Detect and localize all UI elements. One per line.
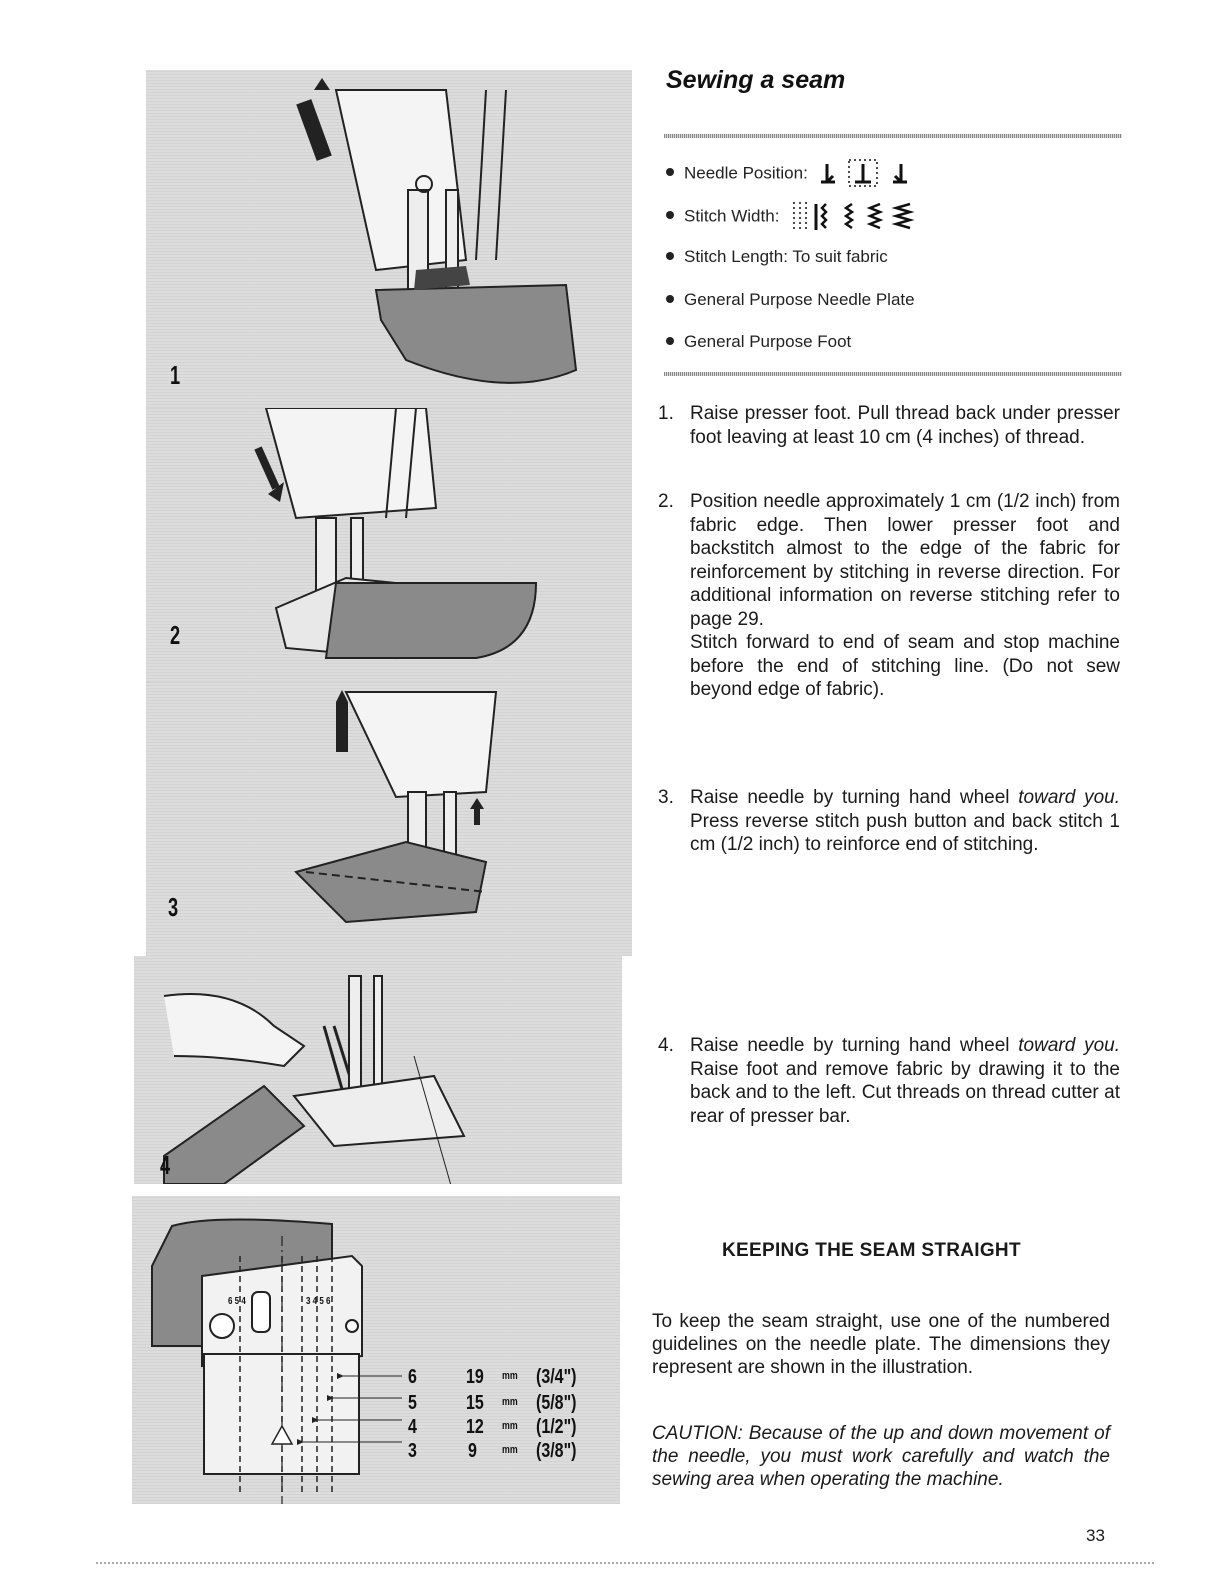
illustration-panel-1 [146, 70, 632, 408]
guideline-inch: (5/8") [536, 1392, 577, 1414]
guideline-line: 3 [408, 1440, 417, 1462]
step-3 [658, 786, 1120, 857]
remove-fabric-illustration [134, 956, 622, 1184]
figure-number-4: 4 [160, 1150, 171, 1180]
backstitch-illustration [146, 408, 632, 682]
bullet-icon [666, 252, 674, 260]
bullet-icon [666, 295, 674, 303]
step-1 [658, 402, 1120, 449]
step-text-part: Raise needle by turning hand wheel [690, 787, 1019, 808]
presser-foot-raise-illustration [146, 70, 632, 408]
guideline-mm: 9 [468, 1440, 477, 1462]
step-text [690, 786, 1120, 857]
guideline-mm: 19 [466, 1366, 484, 1388]
guideline-unit: mm [502, 1396, 518, 1408]
setting-foot [666, 332, 851, 352]
guideline-inch: (3/8") [536, 1440, 577, 1462]
guideline-unit: mm [502, 1370, 518, 1382]
step-number: 3. [658, 787, 674, 808]
step-text-emphasis: toward you. [1018, 787, 1120, 808]
step-text: Position needle approximately 1 cm (1/2 inch) from fabric edge. Then lower presser foot and backstitch almost to the edge of the fabric for reinforcement by stitching in reverse direction. For additional information on reverse stitching refer to page 29. [690, 491, 1120, 630]
reverse-stitch-illustration [146, 682, 632, 956]
page-title: Sewing a seam [666, 66, 846, 94]
illustration-panel-4 [134, 956, 622, 1184]
step-number: 1. [658, 403, 674, 424]
step-text-part: Raise foot and remove fabric by drawing it to the back and to the left. Cut threads on thread cutter at rear of presser bar. [690, 1058, 1120, 1127]
bullet-icon [666, 168, 674, 176]
stitch-width-icon [790, 200, 940, 234]
page-number: 33 [1086, 1526, 1105, 1545]
guideline-unit: mm [502, 1420, 518, 1432]
bullet-icon [666, 211, 674, 219]
step-number: 4. [658, 1035, 674, 1056]
guideline-inch: (1/2") [536, 1416, 577, 1438]
bullet-icon [666, 337, 674, 345]
setting-label: General Purpose Foot [684, 332, 852, 351]
guideline-paragraph: To keep the seam straight, use one of the numbered guidelines on the needle plate. The dimensions they represent are shown in the illustration. [652, 1311, 1110, 1378]
step-4 [658, 1034, 1120, 1128]
illustration-panel-2 [146, 408, 632, 682]
footer-rule [96, 1562, 1156, 1564]
step-text [690, 1034, 1120, 1128]
step-text-part: Raise needle by turning hand wheel [690, 1035, 1019, 1056]
guideline-line: 4 [408, 1416, 417, 1438]
step-text-continued: Stitch forward to end of seam and stop machine before the end of stitching line. (Do not sew beyond edge of fabric). [690, 632, 1120, 700]
step-text-emphasis: toward you. [1018, 1035, 1120, 1056]
section-heading: KEEPING THE SEAM STRAIGHT [722, 1240, 1021, 1261]
figure-number-1: 1 [170, 360, 181, 390]
plate-mark-right: 3 4 5 6 [306, 1296, 331, 1307]
divider-top [664, 134, 1122, 138]
setting-label: General Purpose Needle Plate [684, 290, 915, 309]
needle-position-icon [819, 158, 915, 190]
figure-number-2: 2 [170, 620, 181, 650]
setting-stitch-length [666, 247, 888, 267]
illustration-panel-3 [146, 682, 632, 956]
step-text-part: Press reverse stitch push button and back stitch 1 cm (1/2 inch) to reinforce end of stitching. [690, 810, 1120, 855]
setting-label: Stitch Length: To suit fabric [684, 247, 888, 266]
guideline-line: 5 [408, 1392, 417, 1414]
setting-label: Stitch Width: [684, 206, 780, 226]
figure-number-3: 3 [168, 892, 179, 922]
setting-needle-position [666, 158, 915, 190]
step-number: 2. [658, 491, 674, 512]
step-2 [658, 490, 1120, 702]
plate-mark-left: 6 5 4 [228, 1296, 246, 1307]
setting-label: Needle Position: [684, 163, 808, 183]
setting-needle-plate [666, 290, 915, 310]
setting-stitch-width [666, 200, 940, 234]
guideline-line: 6 [408, 1366, 417, 1388]
guideline-mm: 12 [466, 1416, 484, 1438]
guideline-mm: 15 [466, 1392, 484, 1414]
step-text: Raise presser foot. Pull thread back under presser foot leaving at least 10 cm (4 inches) of thread. [690, 403, 1120, 448]
divider-bottom [664, 372, 1122, 376]
guideline-inch: (3/4") [536, 1366, 577, 1388]
caution-paragraph: CAUTION: Because of the up and down movement of the needle, you must work carefully and watch the sewing area when operating the machine. [652, 1423, 1110, 1490]
guideline-unit: mm [502, 1444, 518, 1456]
